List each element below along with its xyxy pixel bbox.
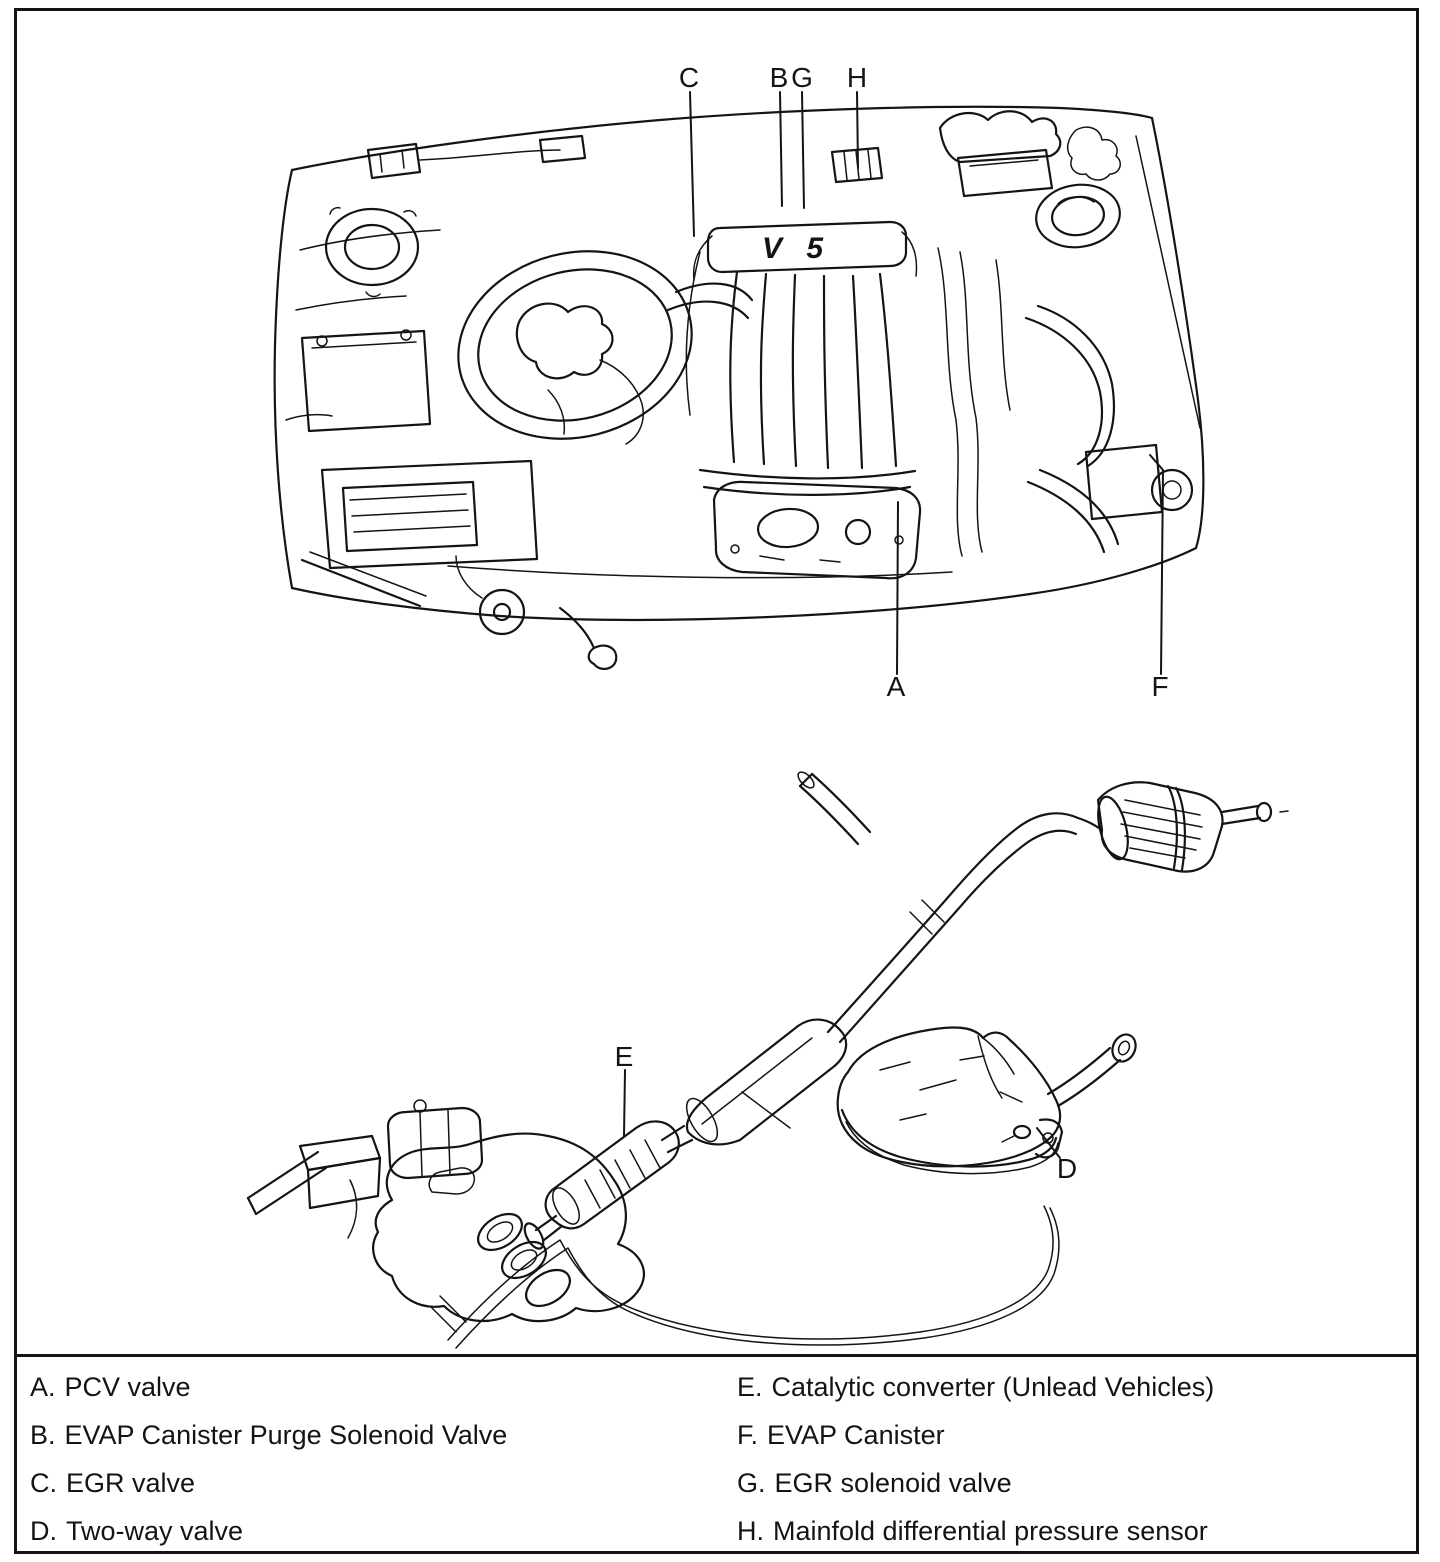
legend-item-a [30, 1372, 191, 1403]
intake-manifold [694, 222, 917, 495]
legend-key: A. [30, 1372, 56, 1402]
legend-label: Two-way valve [66, 1516, 244, 1546]
engine-plaque-text: V 5 [762, 232, 832, 265]
battery [302, 330, 430, 431]
legend-key: B. [30, 1420, 56, 1450]
callout-B: B [769, 62, 789, 93]
legend-divider [14, 1354, 1419, 1357]
exhaust-system-illustration [248, 769, 1288, 1348]
legend-item-f [737, 1420, 945, 1451]
legend-key: C. [30, 1468, 57, 1498]
callout-E: E [614, 1041, 634, 1072]
main-muffler [838, 1027, 1140, 1173]
engine-front-cluster [248, 1100, 644, 1332]
valve-cover [714, 482, 920, 578]
callout-F: F [1151, 671, 1169, 702]
legend-key: F. [737, 1420, 759, 1450]
rear-muffler [1093, 782, 1288, 871]
mid-resonator [680, 1020, 846, 1147]
legend-key: D. [30, 1516, 57, 1546]
left-strut-tower [326, 208, 418, 297]
legend-item-c [30, 1468, 195, 1499]
callout-G: G [791, 62, 813, 93]
legend-key: G. [737, 1468, 766, 1498]
legend-label: EGR valve [66, 1468, 196, 1498]
callout-D: D [1056, 1153, 1078, 1184]
two-way-valve [1002, 1126, 1030, 1142]
legend-key: H. [737, 1516, 764, 1546]
battery-tray [322, 461, 537, 568]
catalytic-converter [521, 1121, 679, 1251]
legend-item-g [737, 1468, 1012, 1499]
legend-label: EVAP Canister Purge Solenoid Valve [64, 1420, 508, 1450]
engine-bay-illustration [275, 92, 1204, 674]
legend-item-e [737, 1372, 1214, 1403]
legend-key: E. [737, 1372, 763, 1402]
legend-item-b [30, 1420, 507, 1451]
legend-label: Mainfold differential pressure sensor [773, 1516, 1208, 1546]
legend-item-d [30, 1516, 243, 1547]
legend-label: Catalytic converter (Unlead Vehicles) [771, 1372, 1215, 1402]
legend-label: PCV valve [64, 1372, 191, 1402]
right-strut-tower [1032, 179, 1124, 252]
legend-label: EVAP Canister [767, 1420, 945, 1450]
legend-label: EGR solenoid valve [774, 1468, 1012, 1498]
callout-A: A [886, 671, 906, 702]
callout-H: H [846, 62, 868, 93]
legend-item-h [737, 1516, 1208, 1547]
callout-C: C [678, 62, 700, 93]
